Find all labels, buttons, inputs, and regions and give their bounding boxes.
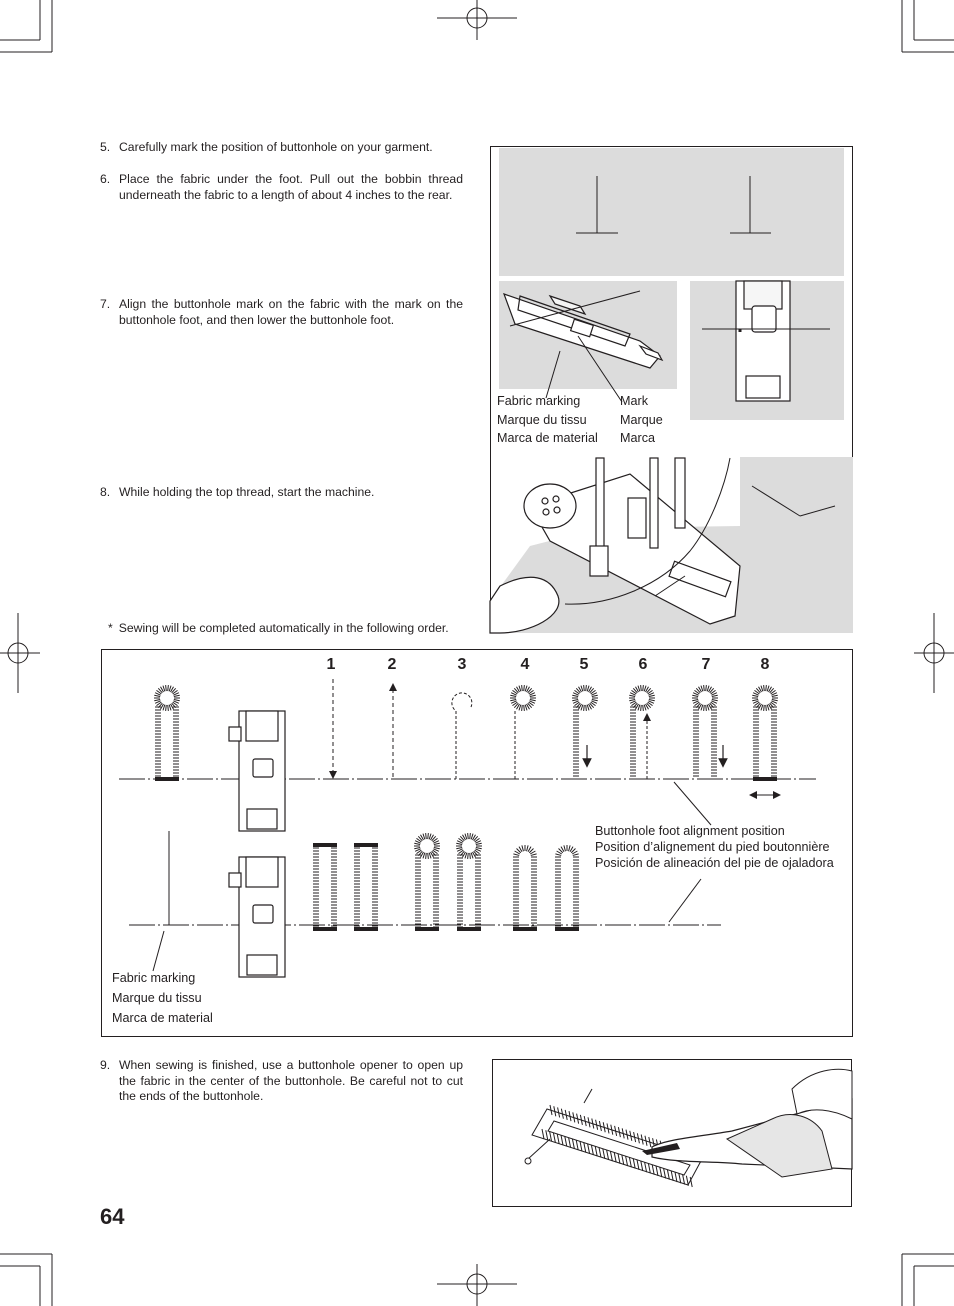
stitch <box>166 685 167 691</box>
label-line: Position d’alignement du pied boutonnière <box>595 840 830 854</box>
stitch <box>584 685 585 691</box>
stitch <box>524 705 525 711</box>
stitch <box>592 695 598 696</box>
step-number: 7. <box>100 297 111 311</box>
stitch <box>701 686 703 692</box>
stitch <box>414 843 420 844</box>
stitch <box>581 705 583 711</box>
stitch <box>701 705 703 711</box>
sequence-number-8: 8 <box>760 656 770 673</box>
stitch <box>565 1136 567 1146</box>
sequence-note <box>108 621 449 635</box>
stitch <box>772 695 778 696</box>
stitch <box>513 854 519 856</box>
label-line: Buttonhole foot alignment position <box>595 824 785 838</box>
stitch <box>595 1146 597 1156</box>
stitch <box>553 1133 555 1143</box>
stitch <box>584 1143 586 1153</box>
label-line: Posición de alineación del pie de ojaladora <box>595 856 834 870</box>
stitch <box>649 699 655 700</box>
stitch <box>580 1141 582 1151</box>
stitch <box>525 705 527 711</box>
fabric-mark-panel <box>490 146 853 633</box>
stitch <box>470 833 471 839</box>
step-number: 5. <box>100 140 111 154</box>
page-number: 64 <box>100 1204 125 1229</box>
stitch <box>166 705 167 711</box>
stitch <box>169 705 171 711</box>
step-text: Place the fabric under the foot. Pull out the bobbin thread underneath the fabric to a length of about 4 inches to the rear. <box>119 172 463 202</box>
stitch <box>471 853 473 859</box>
step-6 <box>100 172 463 203</box>
label-line: Marca de material <box>497 431 598 445</box>
stitch <box>643 705 644 711</box>
stitch <box>168 705 169 711</box>
label-line: Marque du tissu <box>112 991 202 1005</box>
stitch <box>428 833 429 839</box>
label-line: Fabric marking <box>112 971 196 985</box>
stitch <box>519 686 521 692</box>
step-text: While holding the top thread, start the machine. <box>119 485 375 499</box>
stitch <box>168 685 169 691</box>
label-line: Fabric marking <box>497 394 581 408</box>
step-number: 9. <box>100 1058 111 1072</box>
stitch <box>587 686 589 692</box>
stitch <box>468 853 469 859</box>
stitch <box>569 1138 571 1148</box>
stitch <box>692 695 698 696</box>
stitch <box>530 699 536 700</box>
stitch <box>456 843 462 844</box>
stitch <box>704 685 705 691</box>
stitch <box>764 705 765 711</box>
buttonhole-opener-illustration <box>492 1059 852 1207</box>
note-text: Sewing will be completed automatically in the following order. <box>118 621 449 635</box>
stitch <box>591 1145 593 1155</box>
stitch <box>649 695 655 696</box>
stitch <box>510 699 516 700</box>
step-number: 6. <box>100 172 111 186</box>
stitch <box>629 695 635 696</box>
sequence-number-2: 2 <box>387 656 397 673</box>
stitch <box>573 854 579 856</box>
stitch <box>761 686 763 692</box>
stitch <box>468 833 469 839</box>
stitch <box>525 686 527 692</box>
label-line: Marque <box>620 412 663 427</box>
step-7 <box>100 297 463 328</box>
stitch <box>434 843 440 844</box>
step-8 <box>100 485 463 501</box>
stitch <box>764 685 765 691</box>
stitch <box>522 845 524 851</box>
sequence-number-4: 4 <box>520 656 530 673</box>
stitch <box>163 686 165 692</box>
stitch <box>423 853 425 859</box>
stitch <box>174 695 180 696</box>
stitch <box>610 1151 612 1161</box>
stitch <box>530 695 536 696</box>
stitch <box>638 705 640 711</box>
stitch <box>614 1152 616 1162</box>
alignment-position-label <box>595 823 834 871</box>
stitch <box>772 699 778 700</box>
stitch <box>626 1156 628 1166</box>
stitch <box>423 834 425 840</box>
stitch <box>692 699 698 700</box>
label-line: Mark <box>620 394 648 408</box>
stitch <box>707 705 709 711</box>
stitch <box>524 685 525 691</box>
stitch <box>704 705 705 711</box>
stitch <box>555 854 561 856</box>
stitch <box>599 1147 601 1157</box>
stitch <box>426 853 427 859</box>
stitch <box>428 853 429 859</box>
label-line: Marque du tissu <box>497 412 587 427</box>
stitch <box>587 705 589 711</box>
stitch <box>174 699 180 700</box>
stitch <box>643 685 644 691</box>
stitch <box>767 686 769 692</box>
step-text: Carefully mark the position of buttonhole on your garment. <box>119 140 433 154</box>
sequence-number-6: 6 <box>638 656 648 673</box>
stitch <box>586 685 587 691</box>
stitch <box>476 843 482 844</box>
stitch <box>618 1154 620 1164</box>
sequence-number-1: 1 <box>326 656 336 673</box>
stitch <box>531 854 537 856</box>
stitch <box>641 705 642 711</box>
stitch <box>572 699 578 700</box>
step-number: 8. <box>100 485 111 499</box>
stitch <box>586 705 587 711</box>
stitch <box>429 853 431 859</box>
stitch <box>561 1135 563 1145</box>
stitch <box>429 834 431 840</box>
stitch <box>476 847 482 848</box>
fabric-marking-label-top <box>497 392 598 448</box>
stitch <box>707 686 709 692</box>
stitch <box>766 705 767 711</box>
stitch <box>592 699 598 700</box>
stitch <box>572 1139 574 1149</box>
stitch <box>519 705 521 711</box>
fabric-marking-label-sequence <box>112 968 213 1028</box>
stitch <box>766 685 767 691</box>
stitch <box>546 1130 548 1140</box>
stitch <box>465 853 467 859</box>
stitch <box>434 847 440 848</box>
stitch <box>169 686 171 692</box>
stitch <box>638 686 640 692</box>
stitch <box>426 833 427 839</box>
stitch <box>564 845 566 851</box>
stitch <box>154 695 160 696</box>
step-text: Align the buttonhole mark on the fabric with the mark on the buttonhole foot, and then lower the buttonhole foot. <box>119 297 463 327</box>
stitch <box>706 705 707 711</box>
stitch <box>706 685 707 691</box>
stitch <box>163 705 165 711</box>
stitch <box>641 685 642 691</box>
sequence-number-7: 7 <box>701 656 711 673</box>
stitch <box>414 847 420 848</box>
sequence-number-3: 3 <box>457 656 467 673</box>
stitch <box>607 1150 609 1160</box>
stitch <box>761 705 763 711</box>
stitch <box>588 1144 590 1154</box>
stitch <box>644 686 646 692</box>
stitch <box>527 845 529 851</box>
note-symbol: * <box>108 621 113 635</box>
stitch <box>767 705 769 711</box>
stitch <box>550 1131 552 1141</box>
stitch <box>572 695 578 696</box>
label-line: Marca de material <box>112 1011 213 1025</box>
stitch <box>456 847 462 848</box>
stitch <box>752 699 758 700</box>
stitch <box>522 705 523 711</box>
stitch <box>542 1129 544 1139</box>
step-9 <box>100 1058 463 1105</box>
stitch <box>569 845 571 851</box>
stitch <box>584 705 585 711</box>
stitch <box>154 699 160 700</box>
stitch <box>581 686 583 692</box>
stitch <box>510 695 516 696</box>
stitch <box>471 834 473 840</box>
stitch <box>557 1134 559 1144</box>
stitch <box>712 699 718 700</box>
mark-label <box>620 392 663 448</box>
stitch <box>522 685 523 691</box>
sequence-number-5: 5 <box>579 656 589 673</box>
step-5 <box>100 140 463 156</box>
stitch <box>603 1149 605 1159</box>
stitch <box>622 1155 624 1165</box>
stitch <box>712 695 718 696</box>
stitch <box>470 853 471 859</box>
label-line: Marca <box>620 431 655 445</box>
step-text: When sewing is finished, use a buttonhole opener to open up the fabric in the center of the buttonhole. Be careful not to cut the ends of the buttonhole. <box>119 1058 463 1104</box>
stitch <box>752 695 758 696</box>
stitch <box>465 834 467 840</box>
stitch <box>644 705 646 711</box>
stitch <box>576 1140 578 1150</box>
stitch <box>629 699 635 700</box>
